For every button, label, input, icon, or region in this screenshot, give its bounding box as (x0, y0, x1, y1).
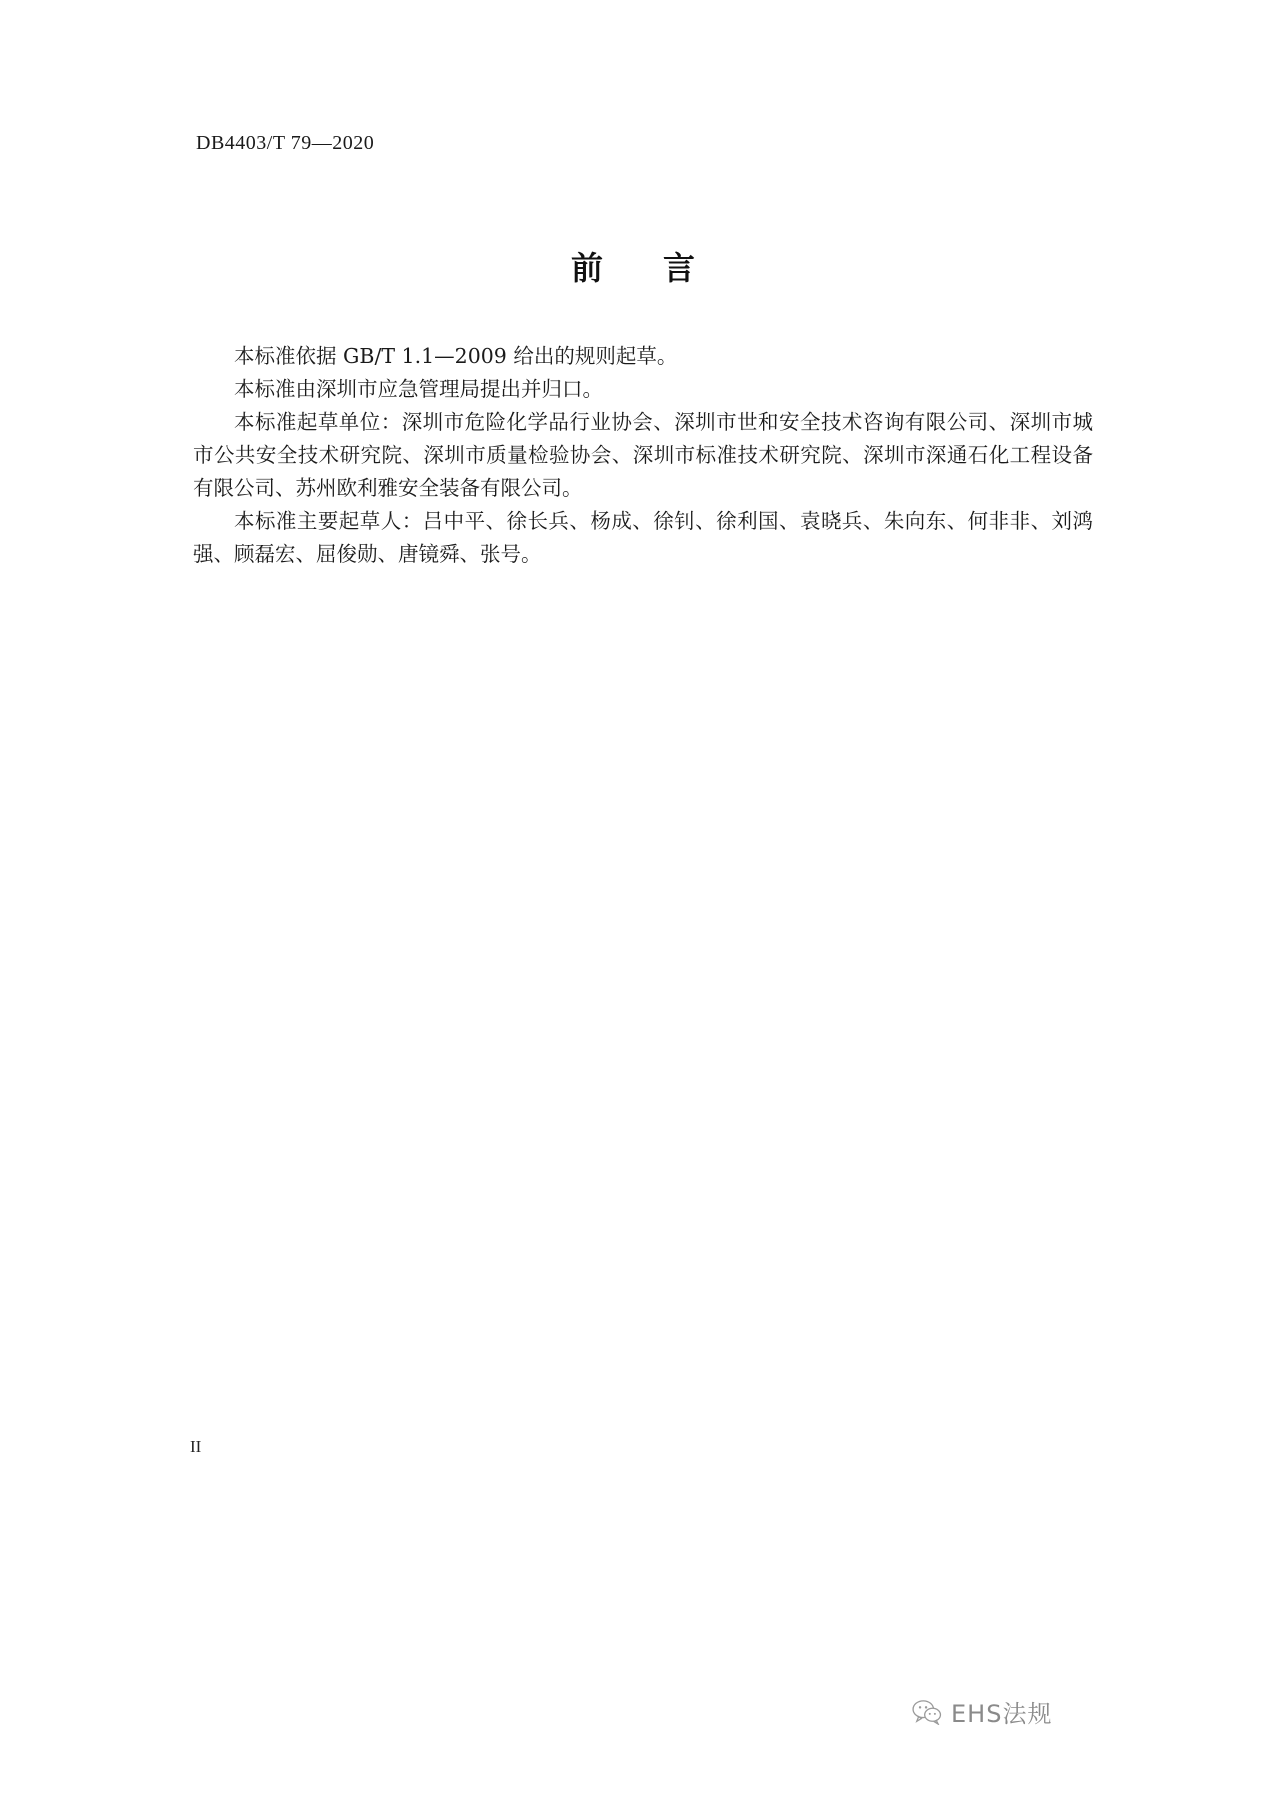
watermark (912, 1694, 1052, 1729)
wechat-icon (912, 1699, 942, 1725)
paragraph: 本标准由深圳市应急管理局提出并归口。 (234, 377, 603, 401)
paragraph: 本标准起草单位：深圳市危险化学品行业协会、深圳市世和安全技术咨询有限公司、深圳市城市公共安全技术研究院、深圳市质量检验协会、深圳市标准技术研究院、深圳市深通石化工程设备有限公司、苏州欧利雅安全装备有限公司。 (193, 410, 1093, 500)
page-number: II (190, 1437, 202, 1456)
paragraph: 本标准主要起草人：吕中平、徐长兵、杨成、徐钊、徐利国、袁晓兵、朱向东、何非非、刘鸿强、顾磊宏、屈俊勋、唐镜舜、张号。 (193, 509, 1093, 566)
foreword-body (193, 340, 1093, 571)
standard-number: DB4403/T 79—2020 (196, 132, 375, 154)
paragraph: 本标准依据 GB/T 1.1—2009 给出的规则起草。 (234, 344, 678, 368)
page-title: 前 言 (570, 249, 709, 287)
watermark-label: EHS法规 (951, 1700, 1053, 1728)
